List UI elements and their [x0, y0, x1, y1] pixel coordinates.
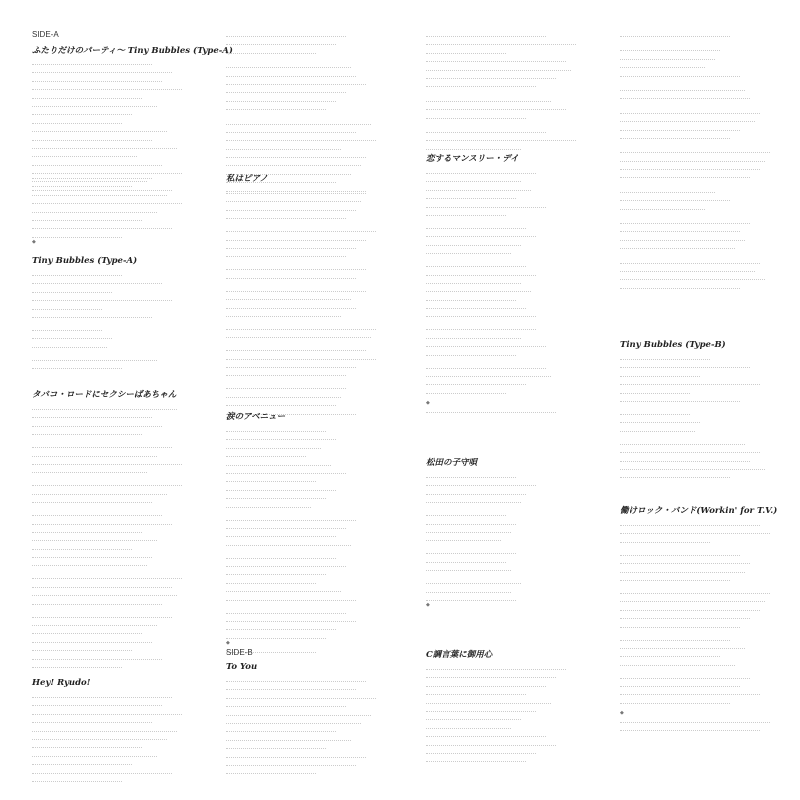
lyrics-text — [32, 691, 217, 782]
song-title: Tiny Bubbles (Type-B) — [620, 340, 726, 350]
lyrics-text — [426, 471, 611, 503]
lyrics-text — [426, 323, 611, 355]
lyrics-text — [426, 577, 611, 608]
lyrics-text — [426, 167, 611, 216]
lyrics-text — [226, 187, 411, 219]
song-block — [426, 648, 611, 764]
song-block — [620, 504, 800, 733]
lyrics-text — [620, 587, 800, 628]
lyrics-text — [32, 572, 217, 604]
lyrics-text — [620, 549, 800, 581]
lyrics-text — [620, 672, 800, 704]
song-block — [426, 152, 611, 414]
song-title: タバコ・ロードにセクシーばあちゃん — [32, 390, 177, 400]
lyrics-text — [226, 425, 411, 508]
lyrics-text — [226, 263, 411, 278]
song-block — [426, 456, 611, 608]
song-block — [226, 172, 411, 416]
song-block — [32, 256, 217, 371]
song-title: To You — [226, 662, 258, 672]
song-title: 働けロック・バンド(Workin' for T.V.) — [620, 506, 778, 516]
lyrics-text — [620, 438, 800, 479]
end-marker: ◆ — [426, 399, 430, 406]
song-title: 松田の子守唄 — [426, 458, 478, 468]
song-block — [32, 678, 217, 783]
song-block — [226, 662, 411, 776]
lyrics-text — [226, 607, 411, 654]
song-block — [620, 340, 800, 480]
song-title: C調言葉に御用心 — [426, 650, 493, 660]
song-title: 私はピアノ — [226, 174, 268, 184]
lyrics-text — [426, 362, 611, 394]
lyrics-text — [620, 353, 800, 402]
side-a-label: SIDE-A — [32, 30, 59, 39]
song-block — [32, 44, 233, 192]
lyrics-text — [32, 479, 217, 503]
end-marker: ◆ — [426, 602, 430, 609]
lyrics-text — [226, 552, 411, 601]
lyrics-text — [32, 354, 217, 369]
lyrics-text — [426, 663, 611, 762]
song-title: ふたりだけのパーティ〜 Tiny Bubbles (Type-A) — [32, 46, 233, 56]
lyrics-text — [226, 514, 411, 546]
lyrics-text — [226, 344, 411, 376]
lyrics-text — [226, 30, 411, 193]
lyrics-text — [32, 403, 217, 435]
lyrics-text — [226, 285, 411, 317]
end-marker: ◆ — [32, 239, 36, 246]
song-title: Tiny Bubbles (Type-A) — [32, 256, 138, 266]
lyrics-text — [226, 675, 411, 774]
song-title: 涙のアベニュー — [226, 412, 286, 422]
lyrics-text — [32, 269, 217, 318]
lyrics-text — [620, 519, 800, 543]
lyrics-text — [226, 323, 411, 338]
lyrics-text — [620, 408, 800, 432]
lyrics-text — [620, 30, 800, 290]
side-b-label: SIDE-B — [226, 648, 253, 657]
song-block — [226, 410, 411, 655]
lyrics-text — [32, 324, 217, 348]
song-title: 恋するマンスリー・デイ — [426, 154, 519, 164]
song-title: Hey! Ryudo! — [32, 678, 91, 688]
lyrics-text — [426, 222, 611, 254]
lyrics-text — [426, 547, 611, 571]
lyrics-text — [32, 441, 217, 473]
lyrics-text — [226, 225, 411, 257]
lyrics-text — [620, 634, 800, 666]
lyrics-text — [620, 710, 800, 731]
lyrics-text — [32, 172, 217, 245]
lyrics-text — [426, 30, 611, 151]
song-block — [32, 388, 217, 669]
lyrics-text — [32, 611, 217, 668]
end-marker: ◆ — [226, 640, 230, 647]
lyrics-text — [426, 260, 611, 317]
lyrics-text — [426, 509, 611, 541]
lyrics-text — [426, 400, 611, 413]
end-marker: ◆ — [620, 709, 624, 716]
lyrics-text — [32, 509, 217, 566]
lyrics-text — [32, 58, 217, 191]
